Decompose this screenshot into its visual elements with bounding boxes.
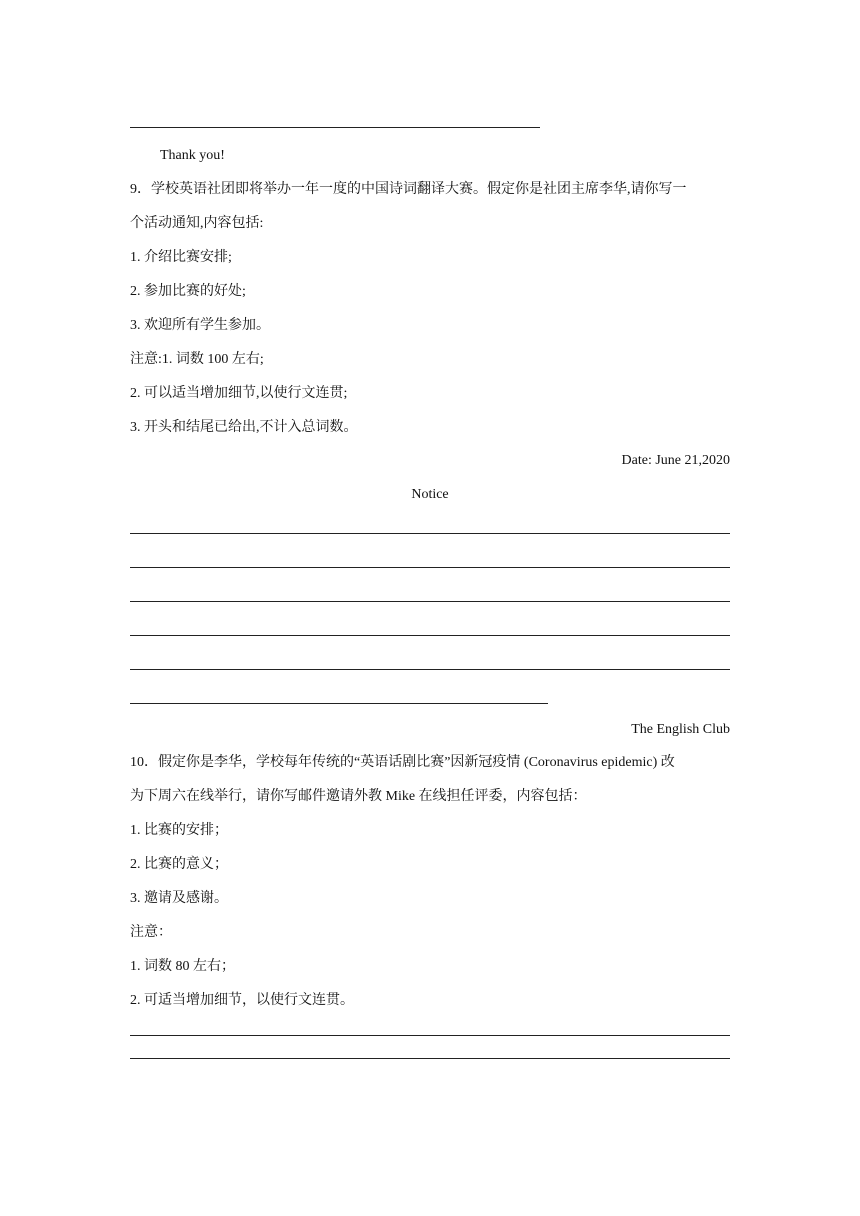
q9-point: 2. 参加比赛的好处; [130, 284, 246, 299]
q9-point: 1. 介绍比赛安排; [130, 250, 232, 265]
q10-prompt-line1: 10．假定你是李华，学校每年传统的“英语话剧比赛”因新冠疫情 (Coronavirus epidemic) 改 [130, 755, 675, 770]
q9-note: 3. 开头和结尾已给出,不计入总词数。 [130, 420, 358, 435]
answer-line[interactable] [130, 601, 730, 602]
q9-prompt-line1: 9．学校英语社团即将举办一年一度的中国诗词翻译大赛。假定你是社团主席李华,请你写一 [130, 182, 687, 197]
q10-point: 1. 比赛的安排； [130, 823, 228, 838]
q9-signature: The English Club [631, 722, 730, 737]
answer-line[interactable] [130, 669, 730, 670]
q10-point: 2. 比赛的意义； [130, 857, 228, 872]
answer-line[interactable] [130, 1058, 730, 1059]
q10-note-title: 注意： [130, 925, 172, 940]
answer-line[interactable] [130, 635, 730, 636]
answer-line[interactable] [130, 1035, 730, 1036]
closing-text: Thank you! [160, 148, 225, 163]
answer-line[interactable] [130, 533, 730, 534]
q9-heading: Notice [411, 487, 449, 502]
answer-line[interactable] [130, 567, 730, 568]
answer-line[interactable] [130, 703, 548, 704]
q10-note: 2. 可适当增加细节，以使行文连贯。 [130, 993, 354, 1008]
q9-prompt-line2: 个活动通知,内容包括: [130, 216, 264, 231]
q9-date: Date: June 21,2020 [621, 453, 730, 468]
answer-line[interactable] [130, 127, 540, 128]
q9-note: 2. 可以适当增加细节,以使行文连贯; [130, 386, 348, 401]
q9-point: 3. 欢迎所有学生参加。 [130, 318, 270, 333]
q10-prompt-line2: 为下周六在线举行，请你写邮件邀请外教 Mike 在线担任评委，内容包括： [130, 789, 587, 804]
q10-note: 1. 词数 80 左右； [130, 959, 235, 974]
q10-point: 3. 邀请及感谢。 [130, 891, 228, 906]
q9-note: 注意:1. 词数 100 左右; [130, 352, 264, 367]
